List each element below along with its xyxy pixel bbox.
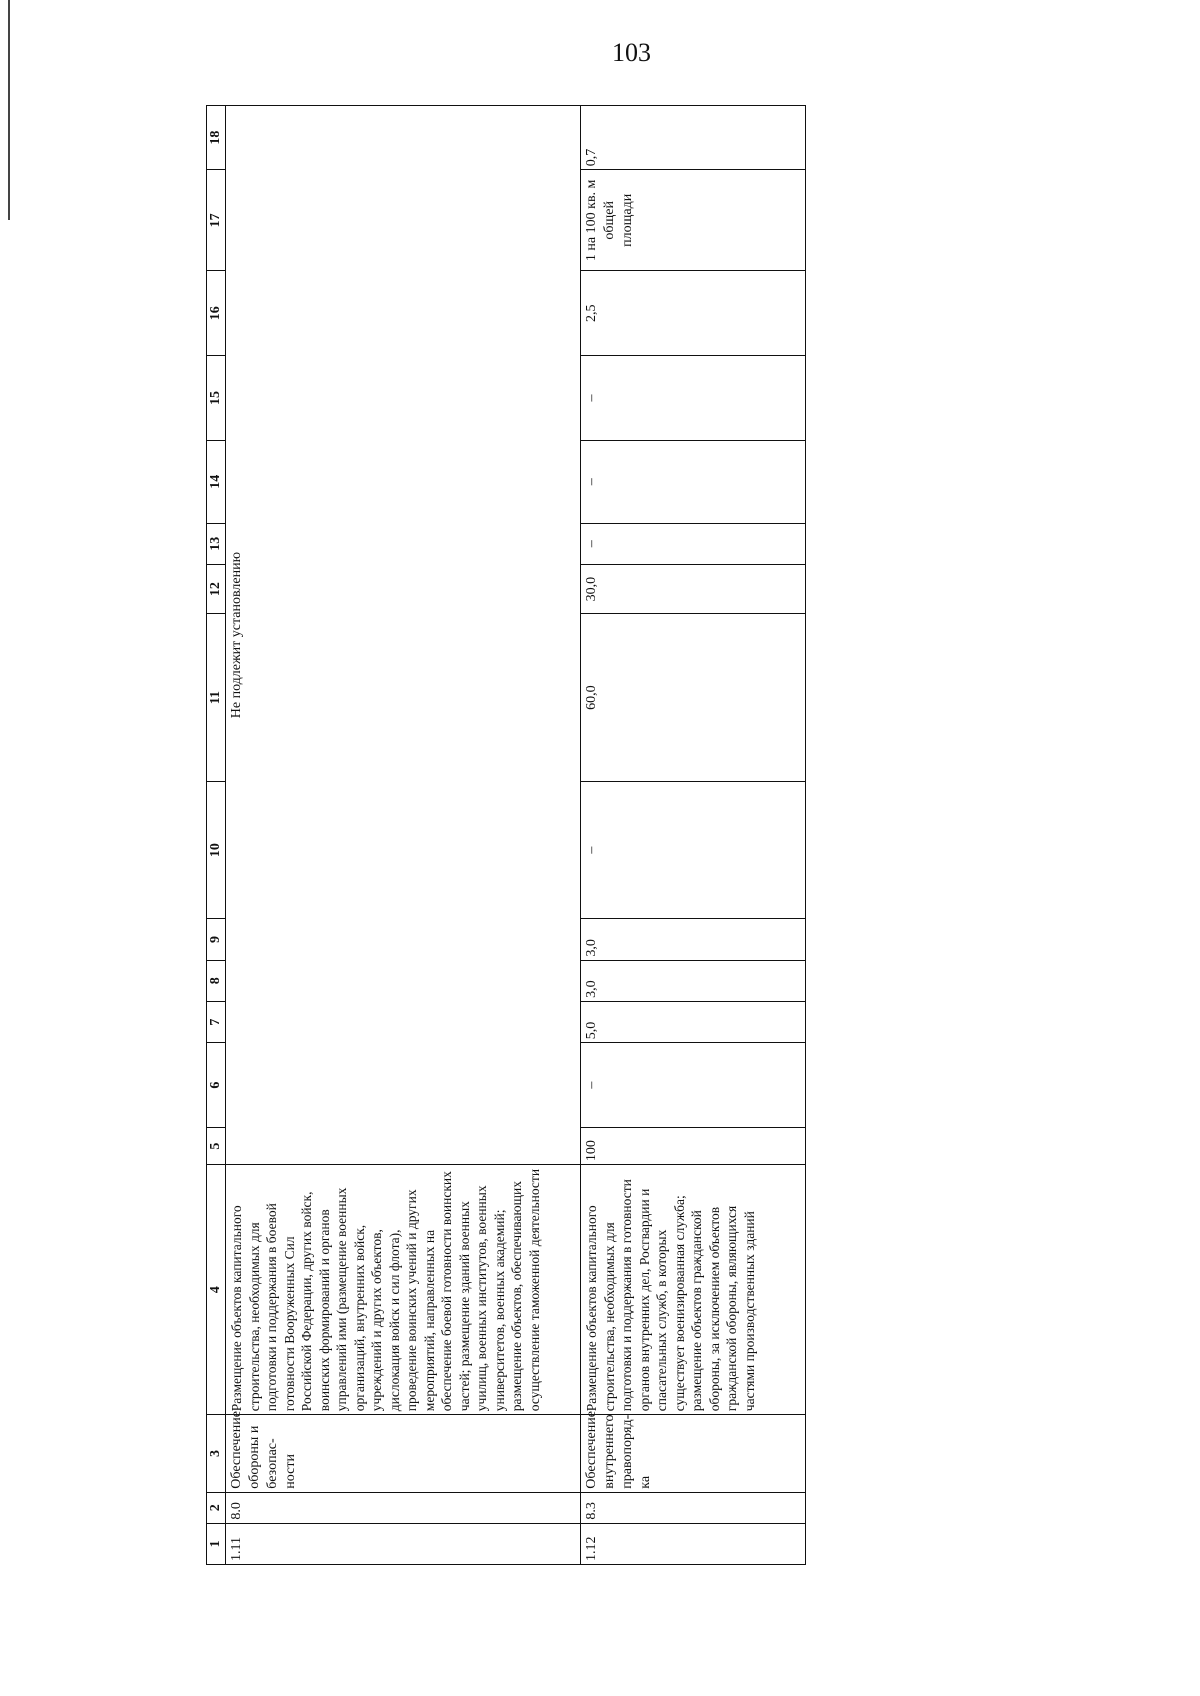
header-cell: 6	[207, 1043, 226, 1128]
value-cell: –	[581, 523, 806, 564]
value-cell: 60,0	[581, 614, 806, 781]
header-cell: 17	[207, 170, 226, 271]
row-number-cell: 1.11	[226, 1523, 581, 1564]
table-header-row	[207, 106, 226, 1565]
page-number: 103	[612, 38, 651, 67]
header-cell: 10	[207, 781, 226, 918]
header-cell: 15	[207, 356, 226, 441]
value-cell: 3,0	[581, 960, 806, 1001]
description-cell: Размещение объектов капитального строительства, необходимых для подготовки и поддержания в боевой готовности Вооруженных Сил Российской Федерации, других войск, воинских формирований и органов управлений ими (размещение военных организаций, внутренних войск, учреждений и других объектов, дислокация войск и сил флота), проведение воинских учений и других мероприятий, направленных на обеспечение боевой готовности воинских частей; размещение зданий военных училищ, военных институтов, военных университетов, военных академий; размещение объектов, обеспечивающих осуществление таможенной деятельности	[226, 1165, 581, 1415]
header-cell: 13	[207, 523, 226, 564]
value-cell: 2,5	[581, 271, 806, 356]
value-cell: –	[581, 440, 806, 523]
parking-norm-cell: 1 на 100 кв. м общей площади	[581, 170, 806, 271]
header-cell: 11	[207, 614, 226, 781]
value-cell: –	[581, 1043, 806, 1128]
header-cell: 1	[207, 1523, 226, 1564]
value-cell: 3,0	[581, 919, 806, 960]
header-cell: 7	[207, 1001, 226, 1042]
rotated-table-sheet	[206, 105, 804, 1565]
header-cell: 8	[207, 960, 226, 1001]
table-row	[581, 106, 806, 1565]
header-cell: 5	[207, 1127, 226, 1164]
header-cell: 12	[207, 564, 226, 614]
table-row	[226, 106, 581, 1565]
header-cell: 18	[207, 106, 226, 170]
use-type-cell: Обеспечение обороны и безопас-ности	[226, 1415, 581, 1492]
header-cell: 2	[207, 1492, 226, 1523]
land-use-table	[206, 105, 806, 1565]
header-cell: 14	[207, 440, 226, 523]
header-cell: 4	[207, 1165, 226, 1415]
row-number-cell: 1.12	[581, 1523, 806, 1564]
scan-edge-mark	[8, 0, 10, 220]
header-cell: 3	[207, 1415, 226, 1492]
value-cell: –	[581, 356, 806, 441]
value-cell: 5,0	[581, 1001, 806, 1042]
value-cell: 0,7	[581, 106, 806, 170]
header-cell: 9	[207, 919, 226, 960]
header-cell: 16	[207, 271, 226, 356]
description-cell: Размещение объектов капитального строительства, необходимых для подготовки и поддержания в готовности органов внутренних дел, Росгвардии и спасательных служб, в которых существует военизированная служба; размещение объектов гражданской обороны, за исключением объектов гражданской обороны, являющихся частями производственных зданий	[581, 1165, 806, 1415]
code-cell: 8.3	[581, 1492, 806, 1523]
value-cell: 30,0	[581, 564, 806, 614]
value-cell: 100	[581, 1127, 806, 1164]
code-cell: 8.0	[226, 1492, 581, 1523]
value-cell: –	[581, 781, 806, 918]
use-type-cell: Обеспечение внутреннего правопоряд-ка	[581, 1415, 806, 1492]
not-established-note: Не подлежит установлению	[226, 106, 581, 1165]
